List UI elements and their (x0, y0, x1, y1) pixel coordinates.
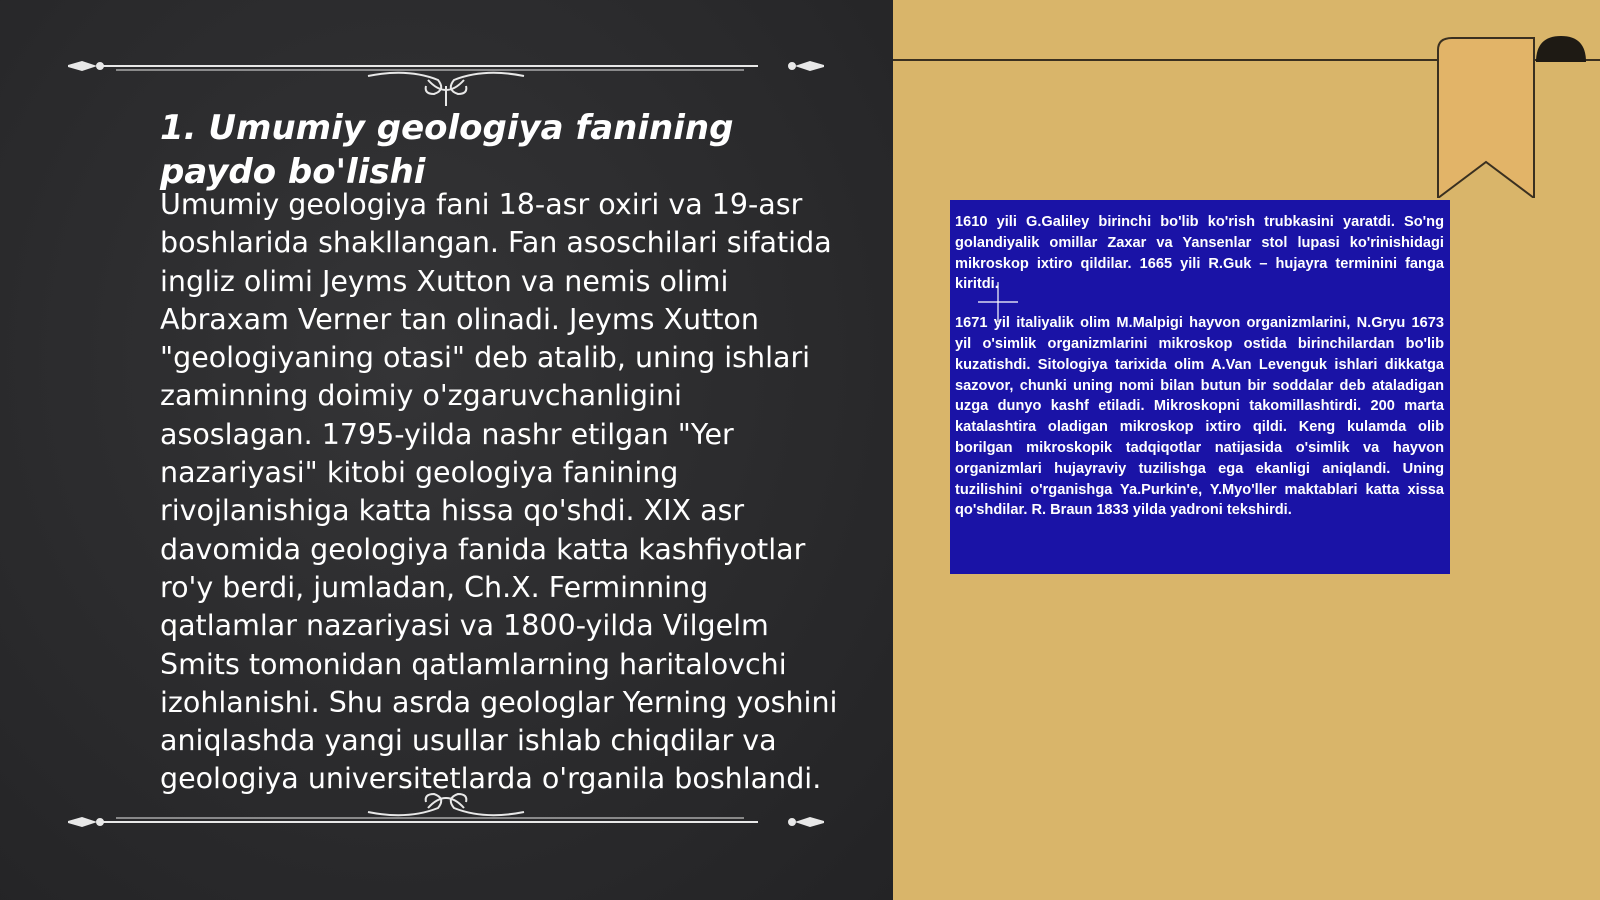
slide-body-text: Umumiy geologiya fani 18-asr oxiri va 19-asr boshlarida shakllangan. Fan asoschilari sifatida ingliz olimi Jeyms Xutton va nemis olimi Abraxam Verner tan olinadi. Jeyms Xutton "geologiyaning otasi" deb atalib, uning ishlari zaminning doimiy o'zgaruvchanligini asoslagan. 1795-yilda nashr etilgan "Yer nazariyasi" kitobi geologiya fanining rivojlanishiga katta hissa qo'shdi. XIX asr davomida geologiya fanida katta kashfiyotlar ro'y berdi, jumladan, Ch.X. Ferminning qatlamlar nazariyasi va 1800-yilda Vilgelm Smits tomonidan qatlamlarning haritalovchi izohlanishi. Shu asrda geologlar Yerning yoshini aniqlashda yangi usullar ishlab chiqdilar va geologiya universitetlarda o'rganila boshlandi. (160, 188, 838, 796)
bookmark-ribbon-icon (1436, 36, 1536, 198)
image-paragraph-1: 1610 yili G.Galiley birinchi bo'lib ko'rish trubkasini yaratdi. So'ng golandiyalik omillar Zaxar va Yansenlar stol lupasi ko'rinishidagi mikroskop ixtiro qildilar. 1665 yili R.Guk – hujayra terminini fanga kiritdi. (955, 214, 1444, 293)
sparkle-icon (978, 282, 1018, 322)
embedded-text-image (950, 200, 1450, 574)
image-paragraph-2: 1671 yil italiyalik olim M.Malpigi hayvon organizmlarini, N.Gryu 1673 yil o'simlik organizmlarini mikroskop ostida birinchilardan bo'lib kuzatishdi. Sitologiya tarixida olim A.Van Levenguk ishlari dikkatga sazovor, chunki uning nomi bilan butun bir soddalar deb ataladigan uzga dunyo kashf etiladi. Mikroskopni takomillashtirdi. 200 marta katalashtira oladigan mikroskop ixtiro qildi. Keng kulamda olib borilgan mikroskopik tadqiqotlar natijasida o'simlik va hayvon organizmlari hujayraviy tuzilishga ega ekanligi aniqlandi. Uning tuzilishini o'rganishga Ya.Purkin'e, Y.Myo'ller maktablari katta xissa qo'shdilar. R. Braun 1833 yilda yadroni tekshirdi. (955, 315, 1444, 519)
top-scroll-ornament (68, 56, 824, 106)
bookmark-tab-dome-icon (1536, 36, 1586, 62)
slide-title: 1. Umumiy geologiya fanining paydo bo'lishi (160, 108, 734, 192)
